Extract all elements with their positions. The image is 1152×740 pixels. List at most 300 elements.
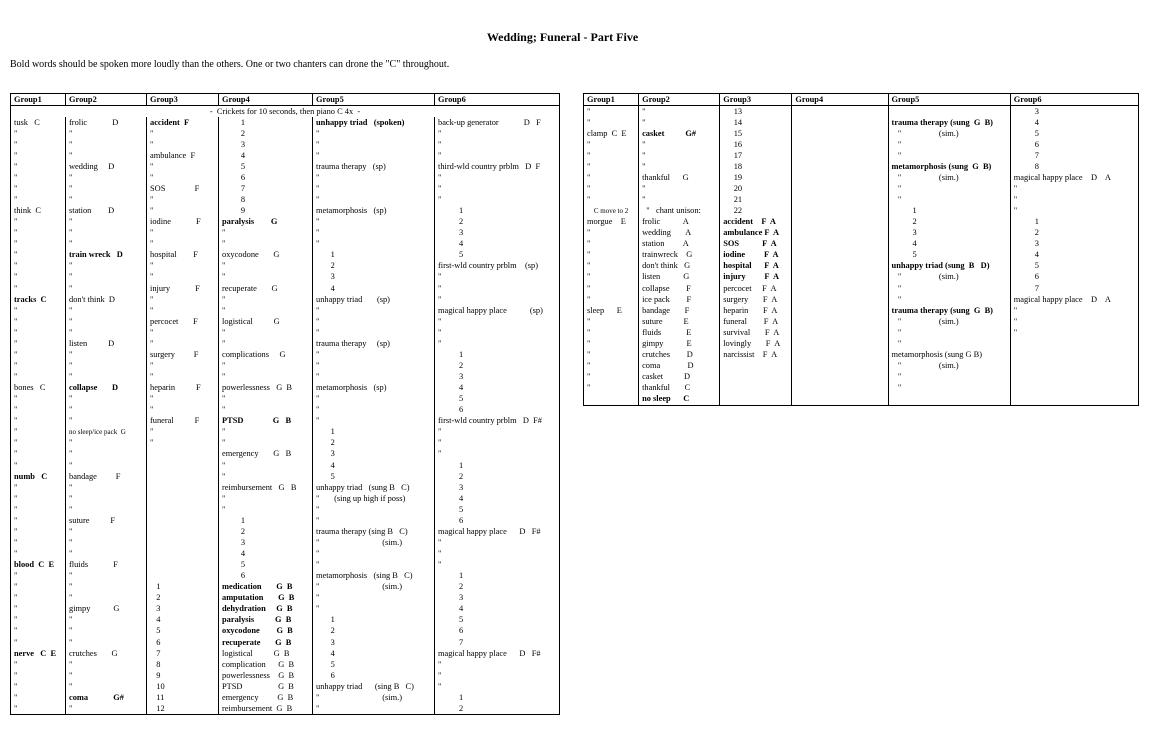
group3-cell: [147, 515, 219, 526]
header-group5: Group5: [313, 94, 435, 106]
group5-cell: trauma therapy (sung G B): [888, 117, 1010, 128]
group5-cell: ": [313, 139, 435, 150]
group1-cell: ": [11, 681, 66, 692]
table-row: [11, 571, 560, 582]
group3-cell: injury F A: [720, 272, 792, 283]
group3-cell: [147, 471, 219, 482]
group2-cell: ": [66, 482, 147, 493]
group5-cell: unhappy triad (sing B C): [313, 681, 435, 692]
group6-cell: magical happy place D A: [1010, 172, 1138, 183]
table-row: [11, 637, 560, 648]
group6-cell: third-wld country prblm D F: [435, 161, 560, 172]
table-row: [11, 560, 560, 571]
group1-cell: ": [11, 692, 66, 703]
group4-cell: [792, 372, 888, 383]
group1-cell: ": [584, 117, 639, 128]
table-row: [11, 372, 560, 383]
group1-cell: ": [584, 261, 639, 272]
group1-cell: ": [584, 360, 639, 371]
group6-cell: first-wld country prblm D F#: [435, 416, 560, 427]
group6-cell: magical happy place D A: [1010, 294, 1138, 305]
group5-cell: 3: [888, 228, 1010, 239]
group3-cell: ": [147, 239, 219, 250]
group2-cell: don't think G: [639, 261, 720, 272]
group4-cell: [792, 150, 888, 161]
group3-cell: [147, 560, 219, 571]
group4-cell: 1: [219, 117, 313, 128]
group1-cell: blood C E: [11, 560, 66, 571]
table-row: [584, 338, 1139, 349]
group3-cell: ": [147, 372, 219, 383]
group1-cell: ": [11, 604, 66, 615]
group3-cell: heparin F A: [720, 305, 792, 316]
group4-cell: reimbursement G B: [219, 482, 313, 493]
group1-cell: ": [584, 172, 639, 183]
group5-cell: " (sim.): [313, 692, 435, 703]
group2-cell: ": [66, 526, 147, 537]
group5-cell: " (sim.): [888, 316, 1010, 327]
group5-cell: 3: [313, 272, 435, 283]
table-row: [11, 195, 560, 206]
group5-cell: 5: [313, 471, 435, 482]
group3-cell: hospital F: [147, 250, 219, 261]
header-row: [11, 94, 560, 106]
group6-cell: ": [435, 172, 560, 183]
group5-cell: ": [313, 327, 435, 338]
group1-cell: ": [11, 195, 66, 206]
group4-cell: [792, 128, 888, 139]
group3-cell: [720, 360, 792, 371]
intro-text: Bold words should be spoken more loudly than the others. One or two chanters can drone the "C" throughout.: [10, 59, 450, 70]
group1-cell: ": [11, 493, 66, 504]
group6-cell: ": [435, 449, 560, 460]
group3-cell: [720, 394, 792, 406]
group1-cell: ": [11, 449, 66, 460]
group5-cell: ": [313, 228, 435, 239]
header-group3: Group3: [147, 94, 219, 106]
group1-cell: ": [11, 504, 66, 515]
group6-cell: [1010, 383, 1138, 394]
group1-cell: ": [11, 261, 66, 272]
group2-cell: ": [66, 460, 147, 471]
group2-cell: ": [66, 493, 147, 504]
group1-cell: numb C: [11, 471, 66, 482]
group5-cell: ": [313, 217, 435, 228]
group1-cell: ": [11, 659, 66, 670]
group1-cell: ": [584, 228, 639, 239]
group6-cell: ": [435, 195, 560, 206]
group5-cell: unhappy triad (sung B C): [313, 482, 435, 493]
group3-cell: iodine F A: [720, 250, 792, 261]
group5-cell: ": [888, 283, 1010, 294]
group3-cell: iodine F: [147, 217, 219, 228]
table-row: [584, 327, 1139, 338]
group1-cell: ": [11, 703, 66, 715]
table-row: [11, 261, 560, 272]
group6-cell: 7: [1010, 283, 1138, 294]
group6-cell: 8: [1010, 161, 1138, 172]
group1-cell: ": [11, 239, 66, 250]
group6-cell: 4: [435, 239, 560, 250]
table-row: [584, 349, 1139, 360]
group5-cell: ": [313, 405, 435, 416]
table-row: [11, 692, 560, 703]
group1-cell: ": [11, 172, 66, 183]
group3-cell: ": [147, 172, 219, 183]
group1-cell: ": [11, 515, 66, 526]
group4-cell: 2: [219, 526, 313, 537]
group5-cell: 2: [313, 626, 435, 637]
group2-cell: ": [66, 438, 147, 449]
group5-cell: ": [313, 239, 435, 250]
group3-cell: ": [147, 427, 219, 438]
group3-cell: narcissist F A: [720, 349, 792, 360]
group2-cell: ": [66, 659, 147, 670]
table-row: [584, 106, 1139, 118]
group4-cell: powerlessness G B: [219, 670, 313, 681]
group2-cell: bandage F: [66, 471, 147, 482]
group2-cell: wedding A: [639, 228, 720, 239]
group4-cell: [792, 172, 888, 183]
group2-cell: ": [66, 217, 147, 228]
group6-cell: magical happy place D F#: [435, 526, 560, 537]
group1-cell: ": [584, 150, 639, 161]
group3-cell: 7: [147, 648, 219, 659]
table-row: [584, 316, 1139, 327]
group1-cell: ": [11, 327, 66, 338]
group6-cell: 5: [435, 394, 560, 405]
table-row: [11, 239, 560, 250]
group2-cell: ": [66, 272, 147, 283]
page-title: Wedding; Funeral - Part Five: [486, 30, 639, 44]
group3-cell: 1: [147, 582, 219, 593]
group4-cell: ": [219, 294, 313, 305]
group6-cell: 6: [1010, 139, 1138, 150]
table-row: [11, 283, 560, 294]
group4-cell: [792, 161, 888, 172]
group6-cell: 1: [435, 460, 560, 471]
table-row: [584, 294, 1139, 305]
group5-cell: [888, 106, 1010, 118]
group3-cell: ": [147, 228, 219, 239]
group2-cell: frolic A: [639, 217, 720, 228]
group5-cell: ": [313, 183, 435, 194]
group3-cell: 21: [720, 195, 792, 206]
group3-cell: ambulance F A: [720, 228, 792, 239]
group3-cell: [147, 449, 219, 460]
group5-cell: unhappy triad (spoken): [313, 117, 435, 128]
group1-cell: ": [11, 161, 66, 172]
group5-cell: ": [313, 593, 435, 604]
group5-cell: ": [313, 416, 435, 427]
table-row: [11, 250, 560, 261]
group1-cell: bones C: [11, 383, 66, 394]
group4-cell: emergency G B: [219, 449, 313, 460]
group4-cell: 3: [219, 537, 313, 548]
group3-cell: [147, 549, 219, 560]
group2-cell: collapse D: [66, 383, 147, 394]
group1-cell: ": [11, 250, 66, 261]
group2-cell: crutches G: [66, 648, 147, 659]
group6-cell: 3: [435, 372, 560, 383]
group6-cell: 6: [435, 626, 560, 637]
table-row: [11, 427, 560, 438]
table-row: [11, 493, 560, 504]
group5-cell: ": [313, 560, 435, 571]
group6-cell: ": [435, 128, 560, 139]
group5-cell: 4: [313, 283, 435, 294]
group1-cell: ": [584, 239, 639, 250]
group2-cell: ": [66, 416, 147, 427]
group2-cell: ": [66, 593, 147, 604]
group2-cell: listen G: [639, 272, 720, 283]
group3-cell: 13: [720, 106, 792, 118]
table-row: [11, 228, 560, 239]
table-row: [584, 117, 1139, 128]
group1-cell: ": [11, 482, 66, 493]
table-row: [11, 482, 560, 493]
table-row: [11, 659, 560, 670]
group2-cell: train wreck D: [66, 250, 147, 261]
group6-cell: ": [435, 139, 560, 150]
table-row: [584, 150, 1139, 161]
table-row: [584, 228, 1139, 239]
group2-cell: wedding D: [66, 161, 147, 172]
group2-cell: ": [66, 703, 147, 715]
group6-cell: ": [435, 294, 560, 305]
group2-cell: ice pack F: [639, 294, 720, 305]
group5-cell: metamorphosis (sing B C): [313, 571, 435, 582]
table-row: [11, 150, 560, 161]
group6-cell: 4: [1010, 250, 1138, 261]
group4-cell: PTSD G B: [219, 416, 313, 427]
group5-cell: 5: [313, 659, 435, 670]
group4-cell: ": [219, 327, 313, 338]
group3-cell: ": [147, 338, 219, 349]
score-table-left: [10, 93, 560, 715]
table-row: [11, 526, 560, 537]
group4-cell: [792, 272, 888, 283]
group5-cell: ": [313, 360, 435, 371]
table-row: [584, 250, 1139, 261]
table-row: [11, 416, 560, 427]
group5-cell: " (sim.): [313, 582, 435, 593]
group1-cell: ": [584, 183, 639, 194]
group2-cell: ": [66, 670, 147, 681]
group6-cell: 5: [1010, 128, 1138, 139]
group5-cell: 5: [888, 250, 1010, 261]
table-row: [11, 593, 560, 604]
group2-cell: listen D: [66, 338, 147, 349]
left-table-body: [11, 106, 560, 715]
group4-cell: oxycodone G B: [219, 626, 313, 637]
group5-cell: " (sim.): [888, 172, 1010, 183]
group3-cell: ": [147, 261, 219, 272]
group2-cell: ": [66, 360, 147, 371]
group1-cell: ": [11, 405, 66, 416]
group3-cell: percocet F: [147, 316, 219, 327]
group3-cell: 16: [720, 139, 792, 150]
group5-cell: ": [888, 372, 1010, 383]
group6-cell: 5: [435, 615, 560, 626]
group1-cell: ": [11, 183, 66, 194]
group3-cell: [147, 571, 219, 582]
group3-cell: [147, 504, 219, 515]
table-row: [11, 703, 560, 715]
group4-cell: paralysis G: [219, 217, 313, 228]
group6-cell: 7: [1010, 150, 1138, 161]
group1-cell: ": [11, 394, 66, 405]
group4-cell: reimbursement G B: [219, 703, 313, 715]
group4-cell: [792, 360, 888, 371]
group6-cell: 3: [435, 593, 560, 604]
group1-cell: ": [11, 360, 66, 371]
group3-cell: funeral F A: [720, 316, 792, 327]
group6-cell: 2: [435, 471, 560, 482]
table-row: [11, 305, 560, 316]
group6-cell: ": [435, 670, 560, 681]
table-row: [584, 383, 1139, 394]
group6-cell: 3: [435, 482, 560, 493]
group3-cell: [720, 383, 792, 394]
group5-cell: 3: [313, 637, 435, 648]
table-row: [11, 670, 560, 681]
group6-cell: ": [435, 427, 560, 438]
group6-cell: magical happy place (sp): [435, 305, 560, 316]
table-row: [584, 183, 1139, 194]
group4-cell: [792, 139, 888, 150]
group2-cell: ": [66, 128, 147, 139]
table-row: [11, 183, 560, 194]
group1-cell: ": [584, 272, 639, 283]
header-group1: Group1: [584, 94, 639, 106]
table-row: [11, 471, 560, 482]
table-row: [584, 372, 1139, 383]
group6-cell: 6: [435, 515, 560, 526]
group4-cell: ": [219, 239, 313, 250]
group5-cell: trauma therapy (sp): [313, 338, 435, 349]
group5-cell: " (sing up high if poss): [313, 493, 435, 504]
group2-cell: ": [639, 183, 720, 194]
group3-cell: 14: [720, 117, 792, 128]
group1-cell: ": [11, 615, 66, 626]
group4-cell: ": [219, 460, 313, 471]
group3-cell: ": [147, 161, 219, 172]
group4-cell: 6: [219, 571, 313, 582]
group1-cell: ": [11, 150, 66, 161]
header-group1: Group1: [11, 94, 66, 106]
group6-cell: [1010, 360, 1138, 371]
group3-cell: 6: [147, 637, 219, 648]
group4-cell: 5: [219, 560, 313, 571]
table-row: [11, 681, 560, 692]
group6-cell: 6: [435, 405, 560, 416]
group6-cell: first-wld country prblm (sp): [435, 261, 560, 272]
group3-cell: surgery F: [147, 349, 219, 360]
group5-cell: 6: [313, 670, 435, 681]
group1-cell: ": [11, 338, 66, 349]
group5-cell: trauma therapy (sing B C): [313, 526, 435, 537]
group4-cell: 9: [219, 206, 313, 217]
table-row: [11, 327, 560, 338]
group4-cell: emergency G B: [219, 692, 313, 703]
group5-cell: ": [888, 183, 1010, 194]
group4-cell: ": [219, 228, 313, 239]
table-row: [11, 626, 560, 637]
group6-cell: 1: [435, 692, 560, 703]
group6-cell: ": [435, 560, 560, 571]
group3-cell: 18: [720, 161, 792, 172]
group4-cell: medication G B: [219, 582, 313, 593]
table-row: [584, 283, 1139, 294]
group6-cell: 5: [1010, 261, 1138, 272]
group1-cell: C move to 2: [584, 206, 639, 217]
group2-cell: casket D: [639, 372, 720, 383]
group4-cell: 2: [219, 128, 313, 139]
group5-cell: ": [313, 349, 435, 360]
group5-cell: [888, 394, 1010, 406]
group3-cell: accident F A: [720, 217, 792, 228]
group6-cell: ": [1010, 195, 1138, 206]
group6-cell: 2: [435, 217, 560, 228]
group1-cell: ": [11, 316, 66, 327]
header-group4: Group4: [792, 94, 888, 106]
group6-cell: magical happy place D F#: [435, 648, 560, 659]
group3-cell: 20: [720, 183, 792, 194]
group1-cell: ": [11, 438, 66, 449]
group3-cell: ": [147, 405, 219, 416]
group1-cell: ": [584, 139, 639, 150]
group4-cell: powerlessness G B: [219, 383, 313, 394]
group2-cell: ": [66, 327, 147, 338]
group6-cell: 1: [435, 571, 560, 582]
group6-cell: ": [435, 549, 560, 560]
table-row: [11, 549, 560, 560]
table-row: [11, 117, 560, 128]
group4-cell: ": [219, 471, 313, 482]
group4-cell: PTSD G B: [219, 681, 313, 692]
group2-cell: no sleep C: [639, 394, 720, 406]
group2-cell: ": [66, 172, 147, 183]
group3-cell: ambulance F: [147, 150, 219, 161]
group5-cell: ": [313, 504, 435, 515]
group3-cell: heparin F: [147, 383, 219, 394]
group2-cell: ": [66, 582, 147, 593]
group4-cell: [792, 305, 888, 316]
group3-cell: 4: [147, 615, 219, 626]
group1-cell: ": [11, 228, 66, 239]
group6-cell: ": [435, 316, 560, 327]
group4-cell: [792, 195, 888, 206]
group2-cell: ": [66, 183, 147, 194]
group2-cell: crutches D: [639, 349, 720, 360]
group2-cell: fluids E: [639, 327, 720, 338]
group3-cell: ": [147, 272, 219, 283]
group4-cell: [792, 316, 888, 327]
group1-cell: ": [11, 526, 66, 537]
group3-cell: [720, 372, 792, 383]
group3-cell: 15: [720, 128, 792, 139]
group1-cell: ": [584, 316, 639, 327]
group3-cell: ": [147, 438, 219, 449]
group6-cell: 4: [1010, 117, 1138, 128]
header-group2: Group2: [639, 94, 720, 106]
group4-cell: [792, 338, 888, 349]
group5-cell: ": [313, 172, 435, 183]
group3-cell: SOS F A: [720, 239, 792, 250]
group5-cell: trauma therapy (sp): [313, 161, 435, 172]
group5-cell: metamorphosis (sung G B): [888, 161, 1010, 172]
